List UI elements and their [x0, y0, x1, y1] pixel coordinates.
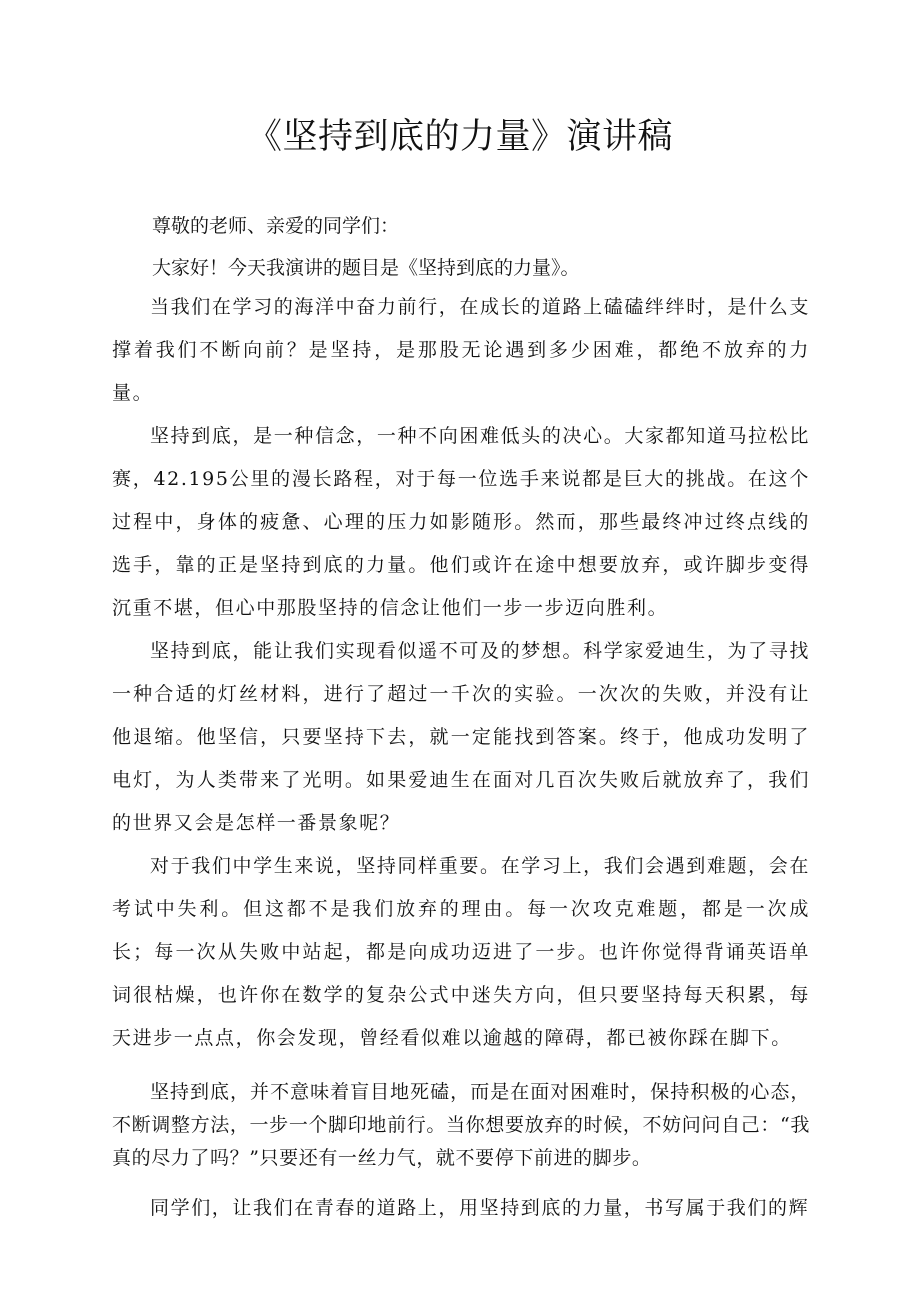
paragraph-2: 坚持到底，是一种信念，一种不向困难低头的决心。大家都知道马拉松比赛，42.195公里的漫长路程，对于每一位选手来说都是巨大的挑战。在这个过程中，身体的疲惫、心理的压力如影随形。然而，那些最终冲过终点线的选手，靠的正是坚持到底的力量。他们或许在途中想要放弃，或许脚步变得沉重不堪，但心中那股坚持的信念让他们一步一步迈向胜利。 [112, 425, 810, 619]
opening-line: 大家好！今天我演讲的题目是《坚持到底的力量》。 [152, 257, 580, 279]
paragraph-6: 同学们，让我们在青春的道路上，用坚持到底的力量，书写属于我们的辉 [150, 1197, 810, 1219]
greeting-line: 尊敬的老师、亲爱的同学们： [152, 215, 400, 237]
document-title: 《坚持到底的力量》演讲稿 [246, 117, 673, 157]
paragraph-5: 坚持到底，并不意味着盲目地死磕，而是在面对困难时，保持积极的心态，不断调整方法，一步一个脚印地前行。当你想要放弃的时候，不妨问问自己：“我真的尽力了吗？”只要还有一丝力气，就不要停下前进的脚步。 [112, 1081, 810, 1169]
speech-body [112, 286, 810, 1230]
paragraph-3: 坚持到底，能让我们实现看似遥不可及的梦想。科学家爱迪生，为了寻找一种合适的灯丝材料，进行了超过一千次的实验。一次次的失败，并没有让他退缩。他坚信，只要坚持下去，就一定能找到答案。终于，他成功发明了电灯，为人类带来了光明。如果爱迪生在面对几百次失败后就放弃了，我们的世界又会是怎样一番景象呢？ [112, 640, 810, 834]
paragraph-1: 当我们在学习的海洋中奋力前行，在成长的道路上磕磕绊绊时，是什么支撑着我们不断向前？是坚持，是那股无论遇到多少困难，都绝不放弃的力量。 [112, 296, 810, 404]
paragraph-4: 对于我们中学生来说，坚持同样重要。在学习上，我们会遇到难题，会在考试中失利。但这都不是我们放弃的理由。每一次攻克难题，都是一次成长；每一次从失败中站起，都是向成功迈进了一步。也许你觉得背诵英语单词很枯燥，也许你在数学的复杂公式中迷失方向，但只要坚持每天积累，每天进步一点点，你会发现，曾经看似难以逾越的障碍，都已被你踩在脚下。 [112, 855, 810, 1049]
